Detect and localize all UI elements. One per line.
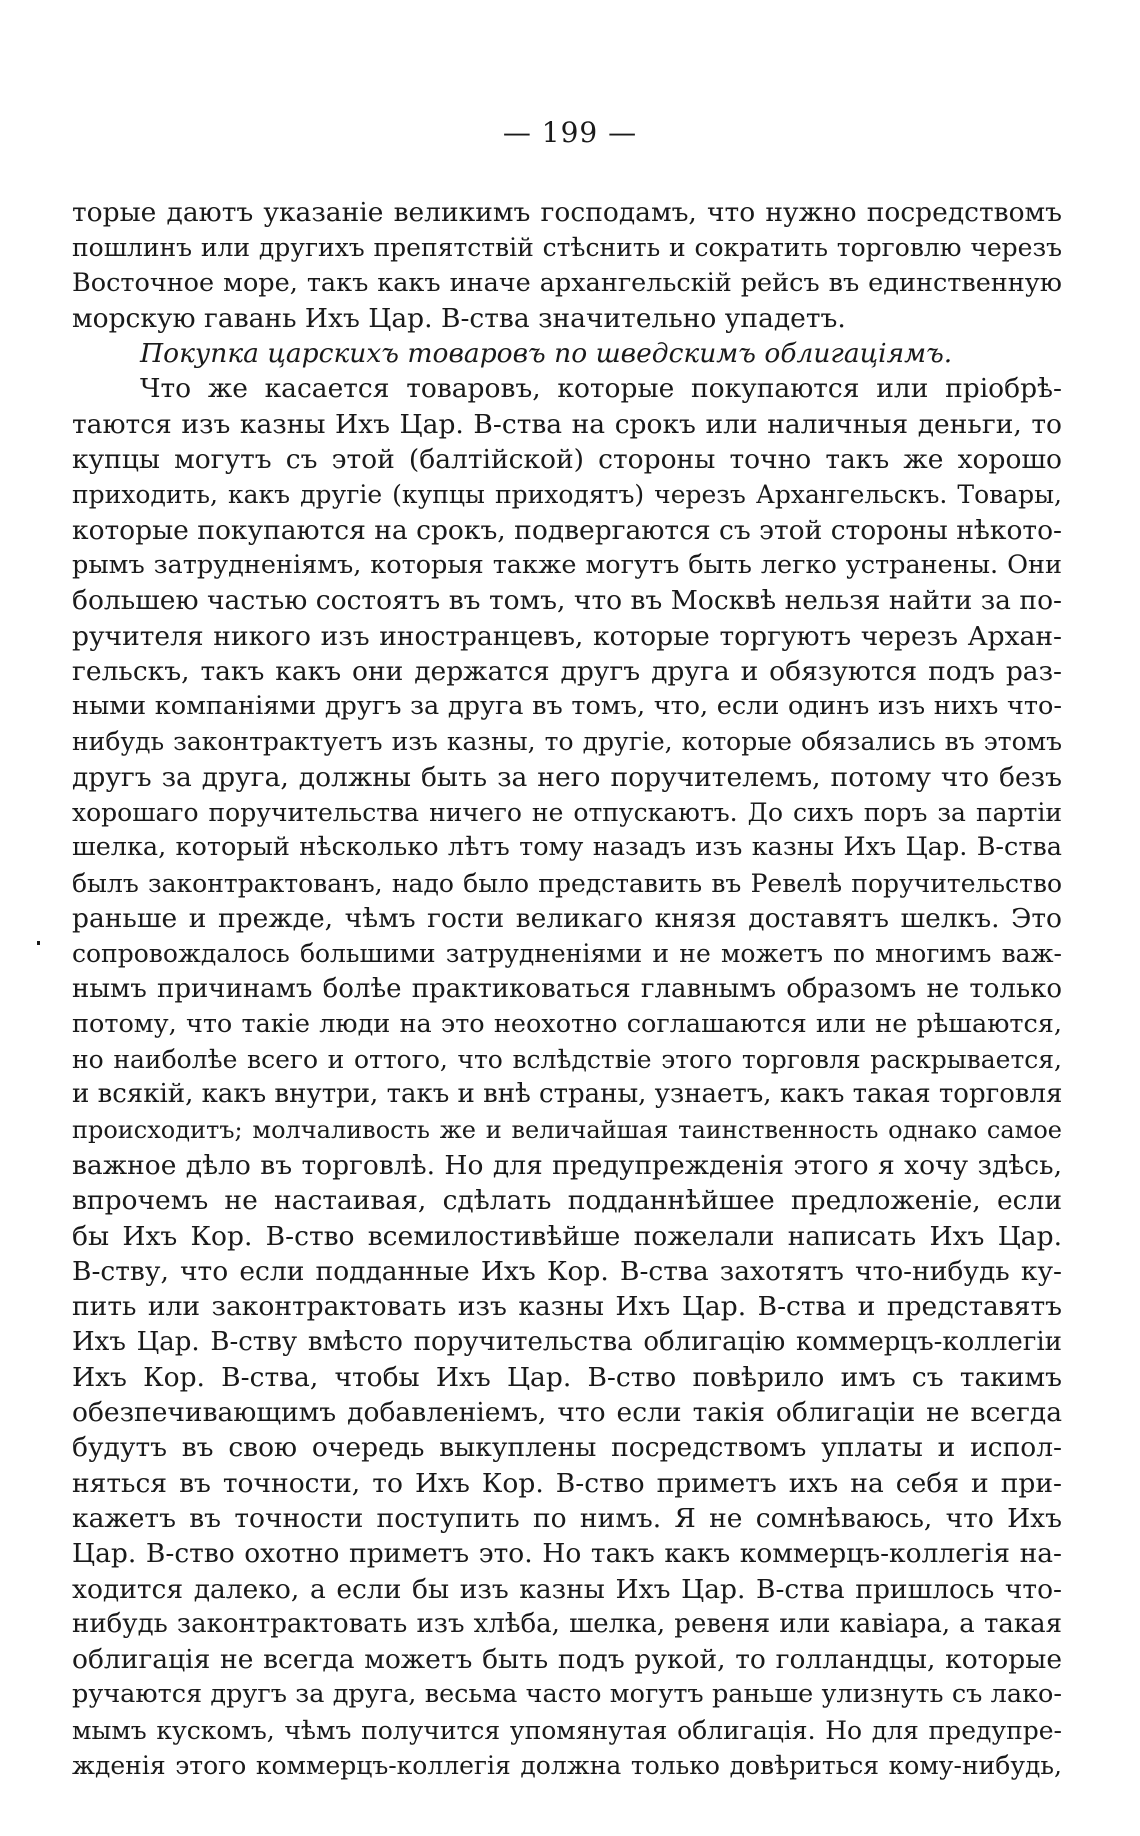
text-line: важное дѣло въ торговлѣ. Но для предупрежденія этого я хочу здѣсь, (72, 1150, 1062, 1182)
text-line: Восточное море, такъ какъ иначе архангельскій рейсъ въ единственную (72, 267, 1062, 298)
text-line: морскую гавань Ихъ Цар. В-ства значительно упадетъ. (72, 302, 846, 334)
text-line: которые покупаются на срокъ, подвергаются съ этой стороны нѣкото- (72, 514, 1062, 546)
text-line: обезпечивающимъ добавленіемъ, что если такія облигаціи не всегда (72, 1397, 1062, 1429)
text-line: Цар. В-ство охотно приметъ это. Но такъ какъ коммерцъ-коллегія на- (72, 1538, 1062, 1570)
text-line: Ихъ Цар. В-ству вмѣсто поручительства облигацію коммерцъ-коллегіи (72, 1326, 1062, 1357)
text-line: бы Ихъ Кор. В-ство всемилостивѣйше пожелали написать Ихъ Цар. (72, 1220, 1062, 1252)
text-line: рымъ затрудненіямъ, которыя также могутъ быть легко устранены. Они (72, 549, 1062, 580)
text-line: нибудь законтрактовать изъ хлѣба, шелка, ревеня или кавіара, а такая (72, 1608, 1062, 1639)
text-line: другъ за друга, должны быть за него поручителемъ, потому что безъ (72, 761, 1062, 793)
margin-mark (37, 941, 40, 945)
text-line: гельскъ, такъ какъ они держатся другъ друга и обязуются подъ раз- (72, 655, 1062, 687)
text-line: пошлинъ или другихъ препятствій стѣснить и сократить торговлю черезъ (72, 233, 1062, 263)
text-line: раньше и прежде, чѣмъ гости великаго князя доставятъ шелкъ. Это (72, 902, 1062, 934)
text-line: будутъ въ свою очередь выкуплены посредствомъ уплаты и испол- (72, 1432, 1062, 1464)
text-line: сопровождалось большими затрудненіями и не можетъ по многимъ важ- (72, 939, 1062, 969)
section-heading: Покупка царскихъ товаровъ по шведскимъ облигаціямъ. (140, 338, 953, 370)
text-line: ручаются другъ за друга, весьма часто могутъ раньше улизнуть съ лако- (72, 1679, 1062, 1710)
text-line: приходить, какъ другіе (купцы приходятъ) черезъ Архангельскъ. Товары, (72, 480, 1062, 510)
text-line: облигація не всегда можетъ быть подъ рукой, то голландцы, которые (72, 1644, 1062, 1676)
text-line: таются изъ казны Ихъ Цар. В-ства на срокъ или наличныя деньги, то (72, 408, 1062, 440)
text-line: происходитъ; молчаливость же и величайшая таинственность однако самое (72, 1115, 1062, 1144)
text-line: В-ству, что если подданные Ихъ Кор. В-ства захотятъ что-нибудь ку- (72, 1255, 1062, 1287)
text-line: кажетъ въ точности поступить по нимъ. Я не сомнѣваюсь, что Ихъ (72, 1502, 1062, 1534)
text-line: Что же касается товаровъ, которые покупаются или пріобрѣ- (140, 373, 1062, 405)
text-line: ручителя никого изъ иностранцевъ, которые торгуютъ черезъ Архан- (72, 620, 1062, 652)
text-line: впрочемъ не настаивая, сдѣлать подданнѣйшее предложеніе, если (72, 1185, 1062, 1217)
text-line: Ихъ Кор. В-ства, чтобы Ихъ Цар. В-ство повѣрило имъ съ такимъ (72, 1361, 1062, 1393)
page-number: — 199 — (502, 116, 638, 149)
text-line: няться въ точности, то Ихъ Кор. В-ство приметъ ихъ на себя и при- (72, 1467, 1062, 1499)
text-line: торые даютъ указаніе великимъ господамъ, что нужно посредствомъ (72, 197, 1062, 228)
text-line: потому, что такіе люди на это неохотно соглашаются или не рѣшаются, (72, 1008, 1062, 1039)
text-line: купцы могутъ съ этой (балтійской) стороны точно такъ же хорошо (72, 444, 1062, 476)
text-line: ходится далеко, а если бы изъ казны Ихъ Цар. В-ства пришлось что- (72, 1573, 1062, 1605)
text-line: и всякій, какъ внутри, такъ и внѣ страны, узнаетъ, какъ такая торговля (72, 1079, 1062, 1110)
text-line: большею частью состоятъ въ томъ, что въ Москвѣ нельзя найти за по- (72, 585, 1062, 617)
text-line: ными компаніями другъ за друга въ томъ, что, если одинъ изъ нихъ что- (72, 691, 1062, 722)
text-line: но наиболѣе всего и оттого, что вслѣдствіе этого торговля раскрывается, (72, 1045, 1062, 1075)
text-line: жденія этого коммерцъ-коллегія должна только довѣриться кому-нибудь, (72, 1751, 1062, 1781)
text-line: нымъ причинамъ болѣе практиковаться главнымъ образомъ не только (72, 973, 1062, 1004)
text-line: нибудь законтрактуетъ изъ казны, то другіе, которые обязались въ этомъ (72, 727, 1062, 757)
body-text (72, 195, 1062, 1783)
text-line: пить или законтрактовать изъ казны Ихъ Цар. В-ства и представятъ (72, 1291, 1062, 1323)
text-line: шелка, который нѣсколько лѣтъ тому назадъ изъ казны Ихъ Цар. В-ства (72, 832, 1062, 863)
text-line: хорошаго поручительства ничего не отпускаютъ. До сихъ поръ за партіи (72, 798, 1062, 828)
text-line: былъ законтрактованъ, надо было представить въ Ревелѣ поручительство (72, 868, 1062, 898)
text-line: мымъ кускомъ, чѣмъ получится упомянутая облигація. Но для предупре- (72, 1715, 1062, 1745)
